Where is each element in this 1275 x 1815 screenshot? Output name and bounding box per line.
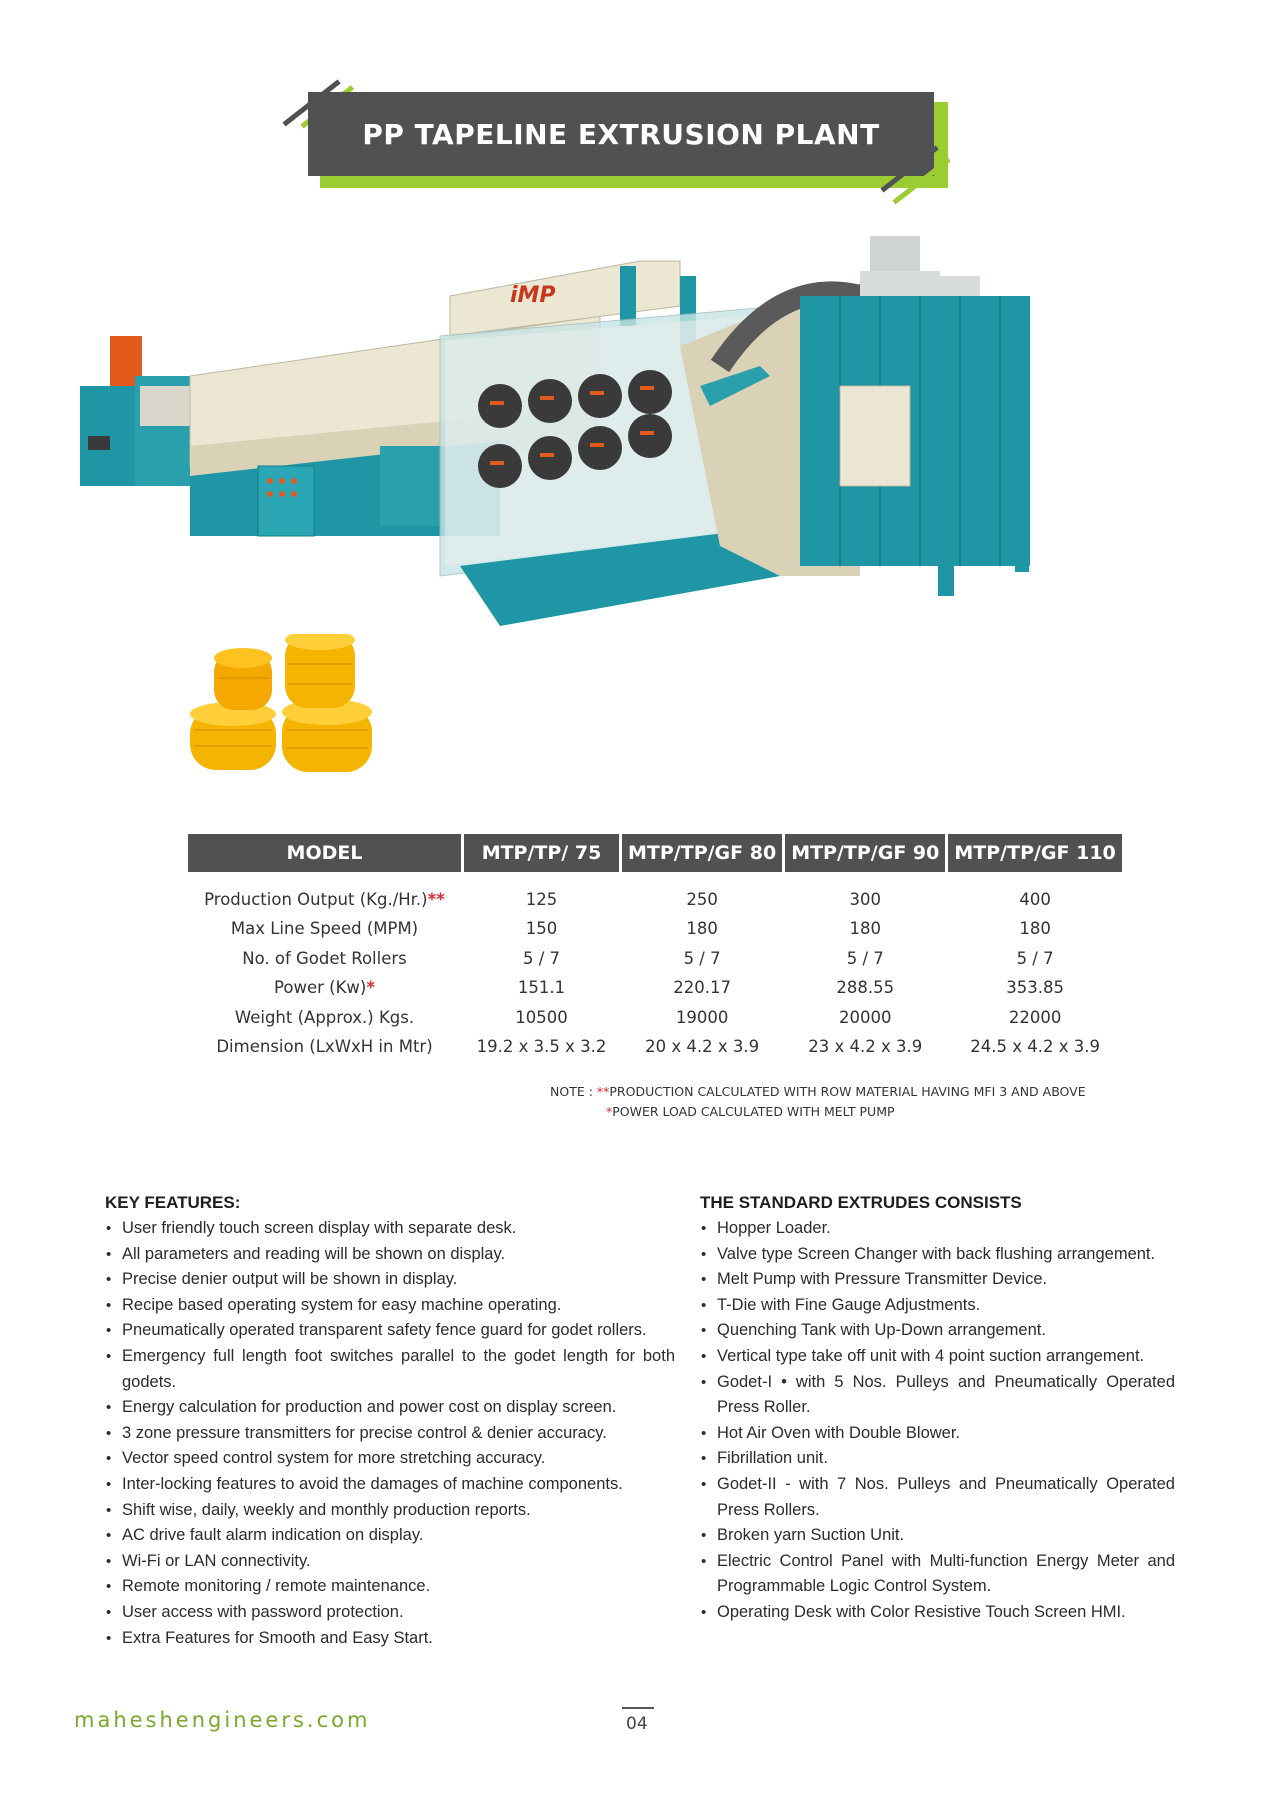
table-cell: 19.2 x 3.5 x 3.2 <box>476 1037 607 1057</box>
table-row <box>188 914 1122 944</box>
blower-motor <box>870 236 920 276</box>
spec-table <box>185 834 1125 1062</box>
row-label: Power (Kw)* <box>274 978 375 998</box>
table-cell: 180 <box>1019 919 1051 939</box>
table-row <box>188 1003 1122 1033</box>
table-cell: 23 x 4.2 x 3.9 <box>808 1037 923 1057</box>
note-line-1: NOTE : **PRODUCTION CALCULATED WITH ROW MATERIAL HAVING MFI 3 AND ABOVE <box>550 1084 1086 1099</box>
note-line-2: *POWER LOAD CALCULATED WITH MELT PUMP <box>606 1104 895 1119</box>
table-note <box>550 1082 1086 1122</box>
list-item: • Energy calculation for production and power cost on display screen. <box>105 1395 675 1421</box>
row-label: Weight (Approx.) Kgs. <box>234 1007 415 1027</box>
key-features-section <box>105 1190 675 1651</box>
table-row <box>188 872 1122 914</box>
list-item: • Melt Pump with Pressure Transmitter Device. <box>700 1267 1175 1293</box>
row-label: Production Output (Kg./Hr.)** <box>204 889 445 909</box>
standard-extruder-list <box>700 1216 1175 1626</box>
table-row <box>188 1032 1122 1062</box>
footnote-mark: * <box>366 978 375 998</box>
table-row <box>188 973 1122 1003</box>
control-panel <box>258 466 314 536</box>
list-item: • Broken yarn Suction Unit. <box>700 1523 1175 1549</box>
table-cell: 19000 <box>675 1007 729 1027</box>
tapeline-machine-image <box>80 236 1195 692</box>
list-item: • Wi-Fi or LAN connectivity. <box>105 1549 675 1575</box>
page-number: 04 <box>626 1714 648 1734</box>
table-cell: 20000 <box>839 1007 892 1027</box>
row-label: No. of Godet Rollers <box>242 948 407 968</box>
key-features-heading: KEY FEATURES: <box>105 1193 241 1212</box>
table-cell: 353.85 <box>1006 978 1064 998</box>
list-item: • Valve type Screen Changer with back flushing arrangement. <box>700 1242 1175 1268</box>
table-cell: 220.17 <box>673 978 731 998</box>
list-item: • Shift wise, daily, weekly and monthly production reports. <box>105 1498 675 1524</box>
list-item: • Emergency full length foot switches parallel to the godet length for both godets. <box>105 1344 675 1395</box>
row-label: Dimension (LxWxH in Mtr) <box>216 1037 433 1057</box>
list-item: • Inter-locking features to avoid the damages of machine components. <box>105 1472 675 1498</box>
table-cell: 125 <box>525 889 558 909</box>
table-cell: 24.5 x 4.2 x 3.9 <box>970 1037 1100 1057</box>
header-mtp-tp-75: MTP/TP/ 75 <box>464 834 619 872</box>
header-mtp-tp-gf-80: MTP/TP/GF 80 <box>622 834 782 872</box>
key-features-list <box>105 1216 675 1651</box>
table-cell: 400 <box>1019 889 1051 909</box>
table-row <box>188 944 1122 974</box>
header-model: MODEL <box>188 834 461 872</box>
list-item: • User friendly touch screen display with separate desk. <box>105 1216 675 1242</box>
list-item: • Godet-I • with 5 Nos. Pulleys and Pneumatically Operated Press Roller. <box>700 1370 1175 1421</box>
list-item: • Remote monitoring / remote maintenance. <box>105 1574 675 1600</box>
table-cell: 10500 <box>515 1007 568 1027</box>
list-item: • T-Die with Fine Gauge Adjustments. <box>700 1293 1175 1319</box>
list-item: • Electric Control Panel with Multi-function Energy Meter and Programmable Logic Control System. <box>700 1549 1175 1600</box>
table-cell: 300 <box>849 889 882 909</box>
table-cell: 180 <box>686 919 718 939</box>
table-cell: 180 <box>849 919 882 939</box>
table-cell: 151.1 <box>517 978 566 998</box>
standard-extruder-heading: THE STANDARD EXTRUDES CONSISTS <box>700 1193 1022 1212</box>
title-box <box>308 92 934 176</box>
list-item: • Recipe based operating system for easy machine operating. <box>105 1293 675 1319</box>
hot-air-oven <box>800 296 1030 566</box>
table-cell: 5 / 7 <box>846 948 884 968</box>
list-item: • Vertical type take off unit with 4 point suction arrangement. <box>700 1344 1175 1370</box>
machine-logo: iMP <box>510 283 556 308</box>
table-cell: 22000 <box>1008 1007 1062 1027</box>
rope-coil-icon <box>190 634 372 772</box>
list-item: • Quenching Tank with Up-Down arrangement. <box>700 1318 1175 1344</box>
footnote-mark: ** <box>427 889 445 909</box>
list-item: • User access with password protection. <box>105 1600 675 1626</box>
website-link[interactable]: maheshengineers.com <box>74 1708 371 1732</box>
pp-rope-bundles-image <box>190 634 376 780</box>
spec-table-header <box>188 834 1122 872</box>
list-item: • Precise denier output will be shown in display. <box>105 1267 675 1293</box>
title-banner <box>282 74 962 204</box>
list-item: • Vector speed control system for more stretching accuracy. <box>105 1446 675 1472</box>
table-cell: 5 / 7 <box>1016 948 1054 968</box>
table-cell: 250 <box>686 889 718 909</box>
list-item: • Hopper Loader. <box>700 1216 1175 1242</box>
list-item: • Godet-II - with 7 Nos. Pulleys and Pneumatically Operated Press Rollers. <box>700 1472 1175 1523</box>
header-mtp-tp-gf-90: MTP/TP/GF 90 <box>785 834 945 872</box>
table-cell: 288.55 <box>836 978 895 998</box>
row-label: Max Line Speed (MPM) <box>230 919 419 939</box>
page-number-rule <box>622 1707 654 1709</box>
list-item: • AC drive fault alarm indication on display. <box>105 1523 675 1549</box>
table-cell: 5 / 7 <box>683 948 721 968</box>
list-item: • Hot Air Oven with Double Blower. <box>700 1421 1175 1447</box>
table-cell: 150 <box>525 919 558 939</box>
table-cell: 5 / 7 <box>522 948 561 968</box>
table-cell: 20 x 4.2 x 3.9 <box>645 1037 760 1057</box>
list-item: • Operating Desk with Color Resistive Touch Screen HMI. <box>700 1600 1175 1626</box>
list-item: • All parameters and reading will be shown on display. <box>105 1242 675 1268</box>
list-item: • 3 zone pressure transmitters for precise control & denier accuracy. <box>105 1421 675 1447</box>
list-item: • Fibrillation unit. <box>700 1446 1175 1472</box>
header-mtp-tp-gf-110: MTP/TP/GF 110 <box>948 834 1121 872</box>
standard-extruder-section <box>700 1190 1175 1626</box>
page-title: PP TAPELINE EXTRUSION PLANT <box>362 117 880 151</box>
list-item: • Pneumatically operated transparent safety fence guard for godet rollers. <box>105 1318 675 1344</box>
list-item: • Extra Features for Smooth and Easy Start. <box>105 1626 675 1652</box>
